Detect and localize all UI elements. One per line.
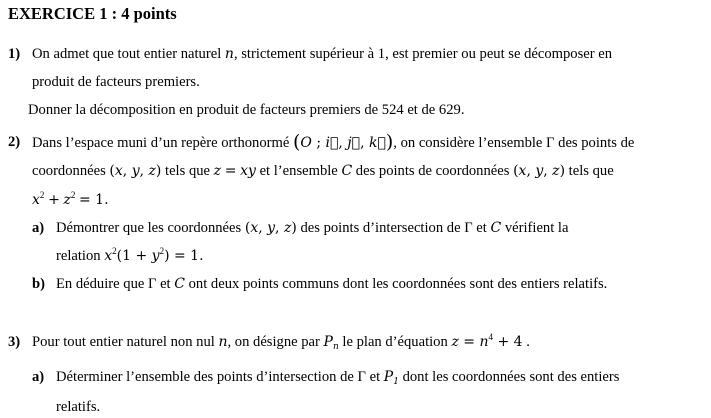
question-1-line-1	[32, 45, 612, 63]
q2-line1-start: Dans l’espace muni d’un repère orthonormé	[32, 135, 290, 151]
question-1-number: 1)	[8, 46, 21, 62]
q1-line1-text: On admet que tout entier naturel n, strictement supérieur à 1, est premier ou peut se décomposer en	[32, 46, 613, 62]
question-1-line-2: produit de facteurs premiers.	[32, 74, 200, 90]
question-2a-label: a)	[32, 220, 45, 236]
question-3-number: 3)	[8, 334, 21, 350]
question-3a-line-2: relatifs.	[56, 399, 101, 415]
question-3a-label: a)	[32, 369, 45, 385]
exercise-title: EXERCICE 1 : 4 points	[8, 4, 177, 23]
plane-equation: z	[451, 334, 459, 350]
question-1-line-3: Donner la décomposition en produit de facteurs premiers de 524 et de 629.	[28, 102, 465, 118]
question-2-line-2: coordonnées (x, y, z) tels que z = xy et l’ensemble C des points de coordonnées (x, y, z) tels que	[32, 163, 614, 179]
question-2-line-1	[32, 133, 634, 152]
question-3-line-1: Pour tout entier naturel non nul n, on désigne par $P_n$ le plan d’équation $z = n^4 + 4$ .	[32, 332, 530, 352]
plane-p1: $P_1$	[383, 369, 399, 387]
question-2b-label: b)	[32, 276, 45, 292]
plane-pn: $P_n$	[323, 334, 339, 352]
q2-line1-end: , on considère l’ensemble Γ des points de	[393, 135, 635, 151]
question-2-number: 2)	[8, 134, 21, 150]
question-2a-line-1: Démontrer que les coordonnées (x, y, z) des points d’intersection de Γ et C vérifient la	[56, 220, 569, 236]
question-3a-line-1: Déterminer l’ensemble des points d’intersection de Γ et $P_1$ dont les coordonnées sont des entiers	[56, 369, 620, 387]
orthonormal-frame: (O ; i⃗, j⃗, k⃗)	[292, 131, 394, 153]
question-2-line-3: $x^2 + z^2 = 1$.	[32, 190, 109, 208]
question-2a-line-2: relation $x^2(1 + y^2) = 1$.	[56, 246, 204, 264]
question-2b-line-1: En déduire que Γ et C ont deux points communs dont les coordonnées sont des entiers relatifs.	[56, 276, 608, 292]
